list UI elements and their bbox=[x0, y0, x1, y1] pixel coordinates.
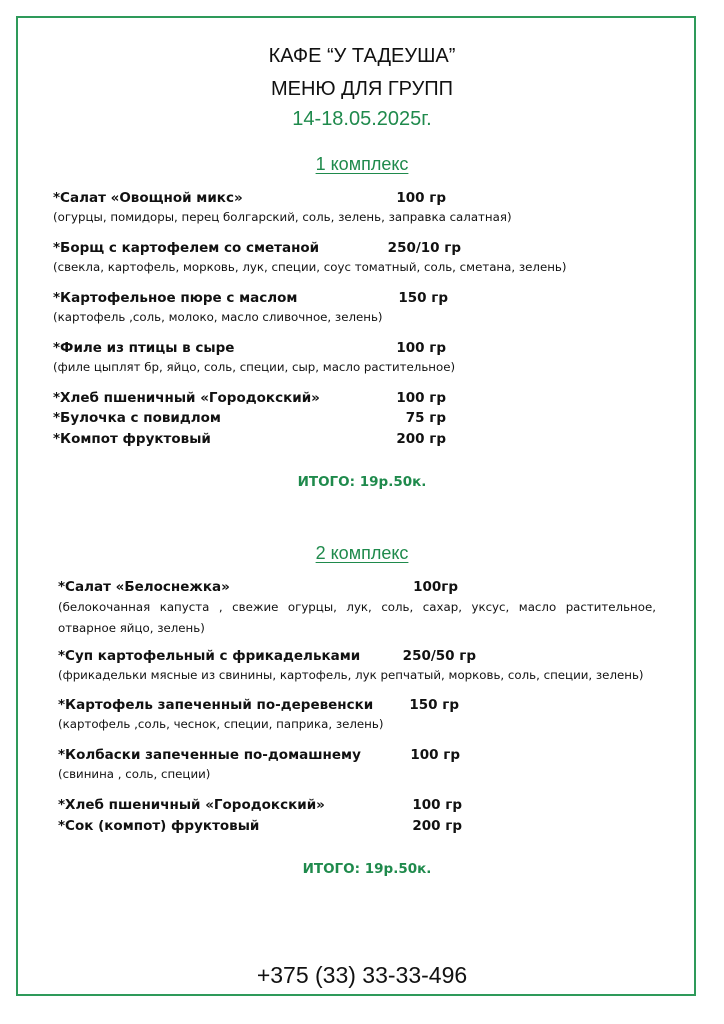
menu-item-description: (картофель ,соль, молоко, масло сливочное, зелень) bbox=[53, 310, 383, 324]
menu-item-weight: 200 гр bbox=[412, 818, 462, 834]
menu-item-weight: 100 гр bbox=[412, 797, 462, 813]
menu-item-description: (свинина , соль, специи) bbox=[58, 767, 211, 781]
menu-item-weight: 150 гр bbox=[409, 697, 459, 713]
menu-item-weight: 100 гр bbox=[396, 390, 446, 406]
section-1-title: 1 комплекс bbox=[315, 154, 409, 174]
menu-item-weight: 100гр bbox=[413, 579, 458, 595]
menu-item-weight: 250/50 гр bbox=[402, 648, 476, 664]
menu-item-name: *Суп картофельный с фрикадельками bbox=[58, 648, 361, 664]
menu-item-description: (филе цыплят бр, яйцо, соль, специи, сыр, масло растительное) bbox=[53, 360, 456, 374]
menu-item-description: (картофель ,соль, чеснок, специи, паприка, зелень) bbox=[58, 717, 384, 731]
menu-item-description: (огурцы, помидоры, перец болгарский, соль, зелень, заправка салатная) bbox=[53, 210, 512, 224]
menu-item-weight: 200 гр bbox=[396, 431, 446, 447]
menu-item-description: (фрикадельки мясные из свинины, картофель, лук репчатый, морковь, соль, специи, зелень) bbox=[58, 668, 644, 682]
menu-item-name: *Хлеб пшеничный «Городокский» bbox=[53, 390, 320, 406]
menu-title: МЕНЮ ДЛЯ ГРУПП bbox=[270, 78, 454, 100]
menu-item-name: *Колбаски запеченные по-домашнему bbox=[58, 747, 361, 763]
menu-item-weight: 100 гр bbox=[396, 340, 446, 356]
menu-item-name: *Картофельное пюре с маслом bbox=[53, 290, 298, 306]
menu-item-weight: 100 гр bbox=[410, 747, 460, 763]
menu-item-name: *Салат «Овощной микс» bbox=[53, 190, 243, 206]
menu-item-name: *Филе из птицы в сыре bbox=[53, 340, 235, 356]
menu-item-weight: 150 гр bbox=[398, 290, 448, 306]
section-1-total: ИТОГО: 19р.50к. bbox=[297, 474, 427, 490]
menu-item-weight: 250/10 гр bbox=[387, 240, 461, 256]
menu-item-description: (свекла, картофель, морковь, лук, специи, соус томатный, соль, сметана, зелень) bbox=[53, 260, 567, 274]
menu-item-name: *Сок (компот) фруктовый bbox=[58, 818, 260, 834]
section-2-title: 2 комплекс bbox=[315, 543, 409, 563]
menu-item-name: *Булочка с повидлом bbox=[53, 410, 221, 426]
section-2-total: ИТОГО: 19р.50к. bbox=[302, 861, 432, 877]
menu-item-name: *Хлеб пшеничный «Городокский» bbox=[58, 797, 325, 813]
menu-item-name: *Картофель запеченный по-деревенски bbox=[58, 697, 374, 713]
menu-item-name: *Компот фруктовый bbox=[53, 431, 211, 447]
cafe-name: КАФЕ “У ТАДЕУША” bbox=[268, 45, 456, 67]
menu-item-weight: 75 гр bbox=[405, 410, 446, 426]
menu-item-weight: 100 гр bbox=[396, 190, 446, 206]
menu-item-name: *Салат «Белоснежка» bbox=[58, 579, 230, 595]
menu-dates: 14-18.05.2025г. bbox=[292, 108, 432, 130]
menu-item-name: *Борщ с картофелем со сметаной bbox=[53, 240, 320, 256]
menu-item-description: (белокочанная капуста , свежие огурцы, лук, соль, сахар, уксус, масло растительное, отварное яйцо, зелень) bbox=[58, 600, 656, 635]
contact-phone: +375 (33) 33-33-496 bbox=[256, 962, 468, 988]
